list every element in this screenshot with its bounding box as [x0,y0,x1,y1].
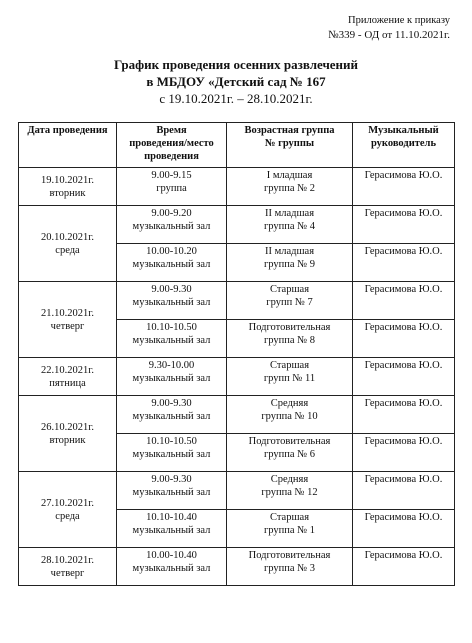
group-name: Подготовительная [248,322,331,333]
group-name: II младшая [264,208,315,219]
date-value: 26.10.2021г. [41,421,94,433]
leader-cell [353,434,455,472]
time-place-cell [117,206,227,244]
leader-name: Герасимова Ю.О. [364,170,443,181]
group-cell [227,548,353,586]
group-cell [227,510,353,548]
place-value: музыкальный зал [132,335,211,346]
table-row [19,206,455,244]
date-cell [19,282,117,358]
date-value: 27.10.2021г. [41,497,94,509]
date-cell [19,358,117,396]
weekday-value: вторник [49,187,86,199]
group-cell [227,244,353,282]
place-value: музыкальный зал [132,259,211,270]
leader-cell [353,168,455,206]
column-header-group: Возрастная группа № группы [227,123,353,168]
place-value: музыкальный зал [132,297,211,308]
group-cell [227,472,353,510]
time-place-cell [117,168,227,206]
table-row [19,472,455,510]
title-line-1: График проведения осенних развлечений [113,57,359,72]
weekday-value: четверг [50,320,85,332]
column-header-time: Время проведения/место проведения [117,123,227,168]
group-name: Средняя [270,474,309,485]
group-cell [227,168,353,206]
time-place-cell [117,472,227,510]
leader-cell [353,206,455,244]
leader-name: Герасимова Ю.О. [364,436,443,447]
group-cell [227,396,353,434]
time-place-cell [117,244,227,282]
document-title [0,56,472,107]
table-row [19,548,455,586]
place-value: музыкальный зал [132,411,211,422]
date-cell [19,548,117,586]
table-header-row [19,123,455,168]
leader-name: Герасимова Ю.О. [364,208,443,219]
leader-name: Герасимова Ю.О. [364,550,443,561]
time-value: 9.00-9.30 [151,284,192,295]
leader-name: Герасимова Ю.О. [364,322,443,333]
time-place-cell [117,510,227,548]
group-number: группа № 9 [263,259,316,270]
group-name: Старшая [269,360,310,371]
leader-name: Герасимова Ю.О. [364,512,443,523]
time-place-cell [117,434,227,472]
weekday-value: среда [55,244,80,256]
time-value: 10.00-10.40 [146,550,197,561]
group-number: группа № 4 [263,221,316,232]
date-cell [19,206,117,282]
leader-name: Герасимова Ю.О. [364,246,443,257]
group-number: группа № 3 [263,563,316,574]
leader-cell [353,396,455,434]
date-cell [19,472,117,548]
group-cell [227,434,353,472]
place-value: музыкальный зал [132,373,211,384]
time-place-cell [117,396,227,434]
leader-cell [353,472,455,510]
column-header-leader: Музыкальный руководитель [353,123,455,168]
title-period: с 19.10.2021г. – 28.10.2021г. [159,91,313,106]
date-value: 19.10.2021г. [41,174,94,186]
group-number: группа № 12 [261,487,318,498]
time-place-cell [117,320,227,358]
leader-cell [353,320,455,358]
group-cell [227,282,353,320]
place-value: музыкальный зал [132,487,211,498]
group-cell [227,358,353,396]
group-number: групп № 11 [263,373,316,384]
schedule-table [18,122,455,586]
table-row [19,396,455,434]
order-reference [328,13,450,43]
column-header-date: Дата проведения [19,123,117,168]
schedule-body [19,168,455,586]
group-name: Старшая [269,512,310,523]
weekday-value: среда [55,510,80,522]
leader-name: Герасимова Ю.О. [364,284,443,295]
leader-cell [353,358,455,396]
place-value: группа [156,183,187,194]
group-number: группа № 1 [263,525,316,536]
weekday-value: вторник [49,434,86,446]
date-cell [19,168,117,206]
title-line-2: в МБДОУ «Детский сад № 167 [146,74,326,89]
leader-cell [353,282,455,320]
time-place-cell [117,282,227,320]
date-cell [19,396,117,472]
group-number: группа № 8 [263,335,316,346]
weekday-value: четверг [50,567,85,579]
time-value: 9.00-9.30 [151,474,192,485]
time-value: 10.10-10.40 [146,512,197,523]
group-name: Подготовительная [248,436,331,447]
date-value: 22.10.2021г. [41,364,94,376]
leader-name: Герасимова Ю.О. [364,360,443,371]
time-value: 10.10-10.50 [146,436,197,447]
group-name: I младшая [266,170,313,181]
weekday-value: пятница [49,377,86,389]
leader-cell [353,244,455,282]
time-place-cell [117,548,227,586]
time-value: 9.30-10.00 [148,360,195,371]
time-place-cell [117,358,227,396]
table-row [19,358,455,396]
place-value: музыкальный зал [132,449,211,460]
place-value: музыкальный зал [132,563,211,574]
time-value: 9.00-9.15 [151,170,192,181]
group-number: группа № 10 [261,411,318,422]
appendix-line-1: Приложение к приказу [348,15,450,26]
leader-name: Герасимова Ю.О. [364,474,443,485]
leader-cell [353,510,455,548]
group-cell [227,206,353,244]
date-value: 20.10.2021г. [41,231,94,243]
table-row [19,168,455,206]
group-name: II младшая [264,246,315,257]
place-value: музыкальный зал [132,525,211,536]
table-row [19,282,455,320]
time-value: 9.00-9.30 [151,398,192,409]
time-value: 9.00-9.20 [151,208,192,219]
group-name: Старшая [269,284,310,295]
time-value: 10.10-10.50 [146,322,197,333]
appendix-line-2: №339 - ОД от 11.10.2021г. [328,29,450,41]
group-name: Подготовительная [248,550,331,561]
date-value: 21.10.2021г. [41,307,94,319]
leader-cell [353,548,455,586]
group-number: группа № 2 [263,183,316,194]
place-value: музыкальный зал [132,221,211,232]
leader-name: Герасимова Ю.О. [364,398,443,409]
group-name: Средняя [270,398,309,409]
date-value: 28.10.2021г. [41,554,94,566]
group-cell [227,320,353,358]
group-number: группа № 6 [263,449,316,460]
group-number: групп № 7 [266,297,313,308]
time-value: 10.00-10.20 [146,246,197,257]
